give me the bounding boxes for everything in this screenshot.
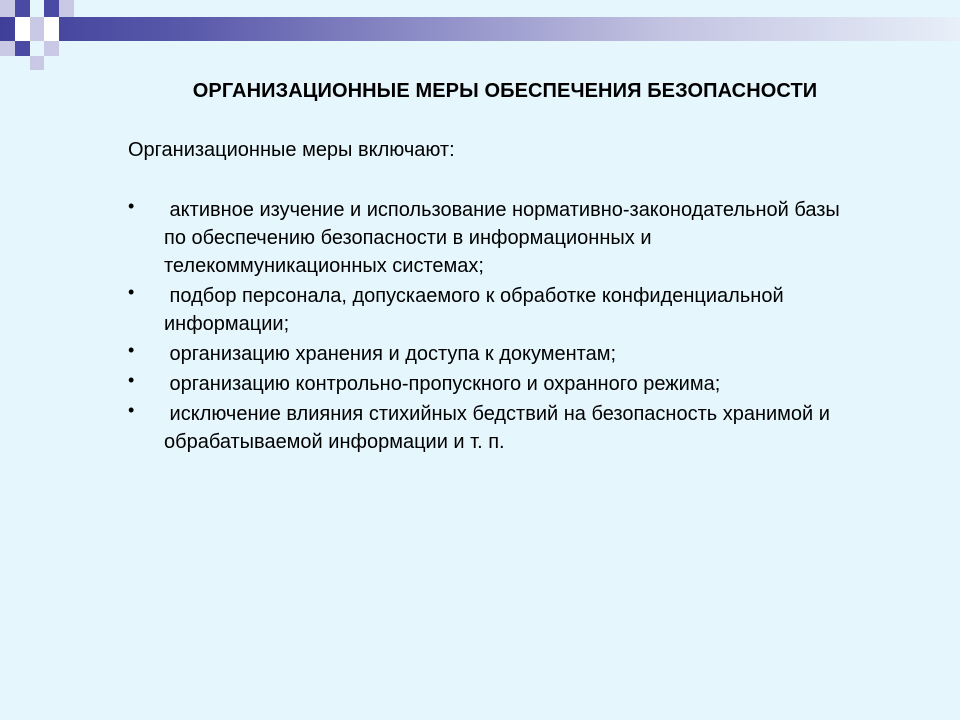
list-item-text: активное изучение и использование нормативно-законодательной базы по обеспечению безопасности в информационных и телекоммуникационных системах; <box>164 199 840 277</box>
decor-square <box>44 0 59 17</box>
bullet: • <box>128 282 135 302</box>
decor-square <box>30 17 44 41</box>
decor-square <box>0 41 15 56</box>
measures-list <box>128 196 848 458</box>
decor-square <box>0 0 15 17</box>
intro-text: Организационные меры включают: <box>128 139 455 161</box>
decor-square <box>15 41 30 56</box>
list-item <box>128 400 848 456</box>
decor-square <box>15 17 30 41</box>
slide-title: ОРГАНИЗАЦИОННЫЕ МЕРЫ ОБЕСПЕЧЕНИЯ БЕЗОПАСНОСТИ <box>192 80 818 102</box>
list-item <box>128 340 848 368</box>
decor-square <box>44 41 59 56</box>
decor-square <box>30 56 44 70</box>
decor-square <box>15 0 30 17</box>
list-item-text: подбор персонала, допускаемого к обработке конфиденциальной информации; <box>164 285 784 335</box>
bullet: • <box>128 196 135 216</box>
bullet: • <box>128 340 135 360</box>
list-item <box>128 196 848 280</box>
bullet: • <box>128 370 135 390</box>
list-item <box>128 282 848 338</box>
bullet: • <box>128 400 135 420</box>
top-gradient-bar <box>0 17 960 41</box>
list-item-text: организацию хранения и доступа к документам; <box>164 343 617 365</box>
list-item-text: исключение влияния стихийных бедствий на безопасность хранимой и обрабатываемой информации и т. п. <box>164 403 830 453</box>
decor-square <box>59 0 74 17</box>
list-item <box>128 370 848 398</box>
decor-square <box>44 17 59 41</box>
list-item-text: организацию контрольно-пропускного и охранного режима; <box>164 373 721 395</box>
